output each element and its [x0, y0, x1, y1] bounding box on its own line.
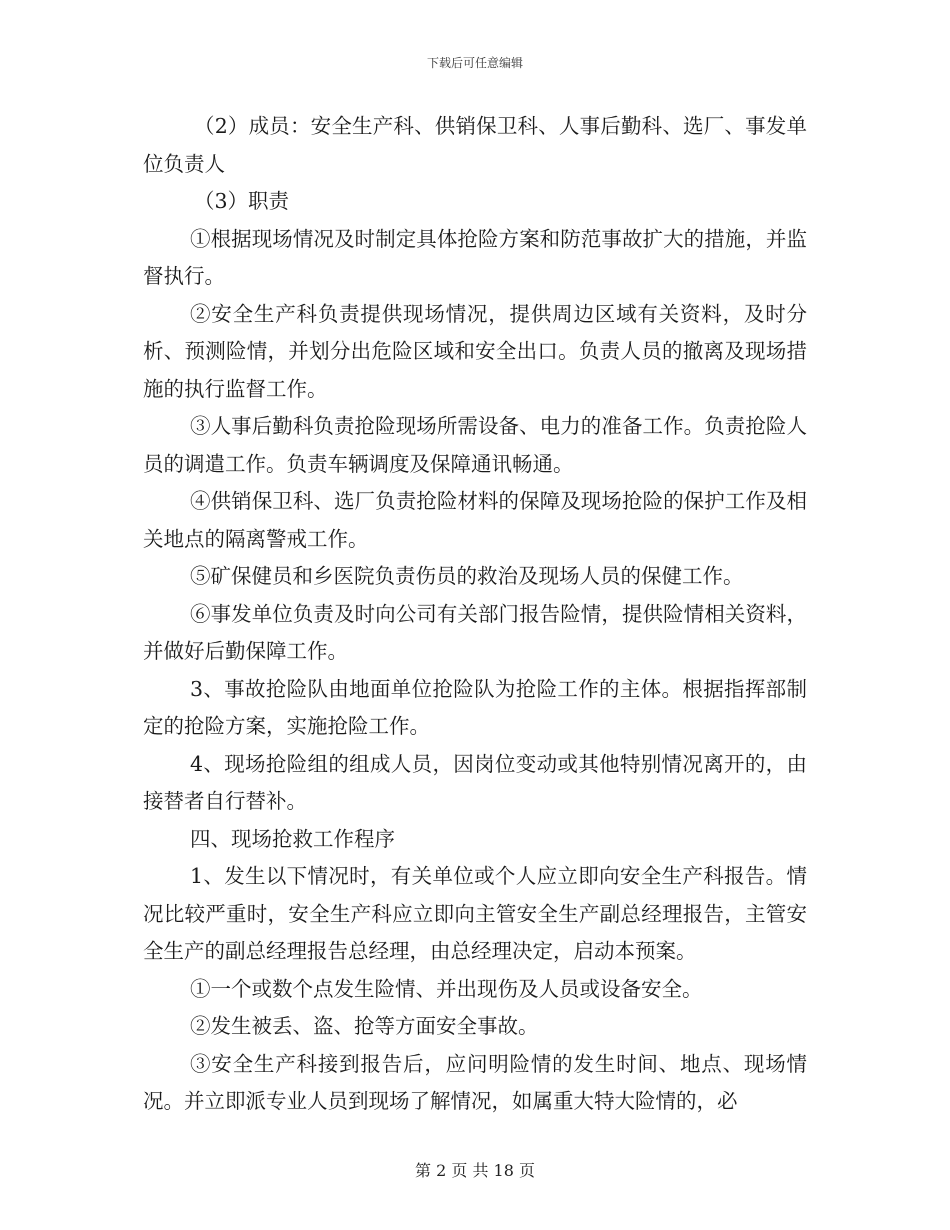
document-body	[143, 108, 807, 1121]
paragraph-duty-4: ④供销保卫科、选厂负责抢险材料的保障及现场抢险的保护工作及相关地点的隔离警戒工作。	[143, 489, 807, 551]
paragraph-members: （2）成员：安全生产科、供销保卫科、人事后勤科、选厂、事发单位负责人	[143, 114, 807, 176]
paragraph-duties-heading: （3）职责	[194, 189, 290, 213]
paragraph-duty-3: ③人事后勤科负责抢险现场所需设备、电力的准备工作。负责抢险人员的调遣工作。负责车辆调度及保障通讯畅通。	[143, 414, 807, 476]
paragraph-case-1: ①一个或数个点发生险情、并出现伤及人员或设备安全。	[190, 976, 703, 1001]
paragraph-duty-5: ⑤矿保健员和乡医院负责伤员的救治及现场人员的保健工作。	[190, 564, 744, 588]
section-heading-4: 四、现场抢救工作程序	[190, 826, 395, 851]
paragraph-case-2: ②发生被丢、盗、抢等方面安全事故。	[190, 1014, 539, 1038]
paragraph-item-4: 4、现场抢险组的组成人员，因岗位变动或其他特别情况离开的，由接替者自行替补。	[143, 751, 807, 813]
paragraph-duty-6: ⑥事发单位负责及时向公司有关部门报告险情，提供险情相关资料，并做好后勤保障工作。	[143, 601, 807, 663]
paragraph-duty-1: ①根据现场情况及时制定具体抢险方案和防范事故扩大的措施，并监督执行。	[143, 226, 807, 288]
paragraph-duty-2: ②安全生产科负责提供现场情况，提供周边区域有关资料，及时分析、预测险情，并划分出危险区域和安全出口。负责人员的撤离及现场措施的执行监督工作。	[143, 301, 807, 401]
paragraph-procedure-1: 1、发生以下情况时，有关单位或个人应立即向安全生产科报告。情况比较严重时，安全生产科应立即向主管安全生产副总经理报告，主管安全生产的副总经理报告总经理，由总经理决定，启动本预案。	[143, 864, 807, 963]
page-header: 下载后可任意编辑	[426, 56, 523, 70]
paragraph-case-3: ③安全生产科接到报告后，应问明险情的发生时间、地点、现场情况。并立即派专业人员到现场了解情况，如属重大特大险情的，必	[143, 1051, 807, 1113]
paragraph-item-3: 3、事故抢险队由地面单位抢险队为抢险工作的主体。根据指挥部制定的抢险方案，实施抢险工作。	[143, 676, 807, 738]
page-footer: 第 2 页 共 18 页	[415, 1161, 535, 1180]
